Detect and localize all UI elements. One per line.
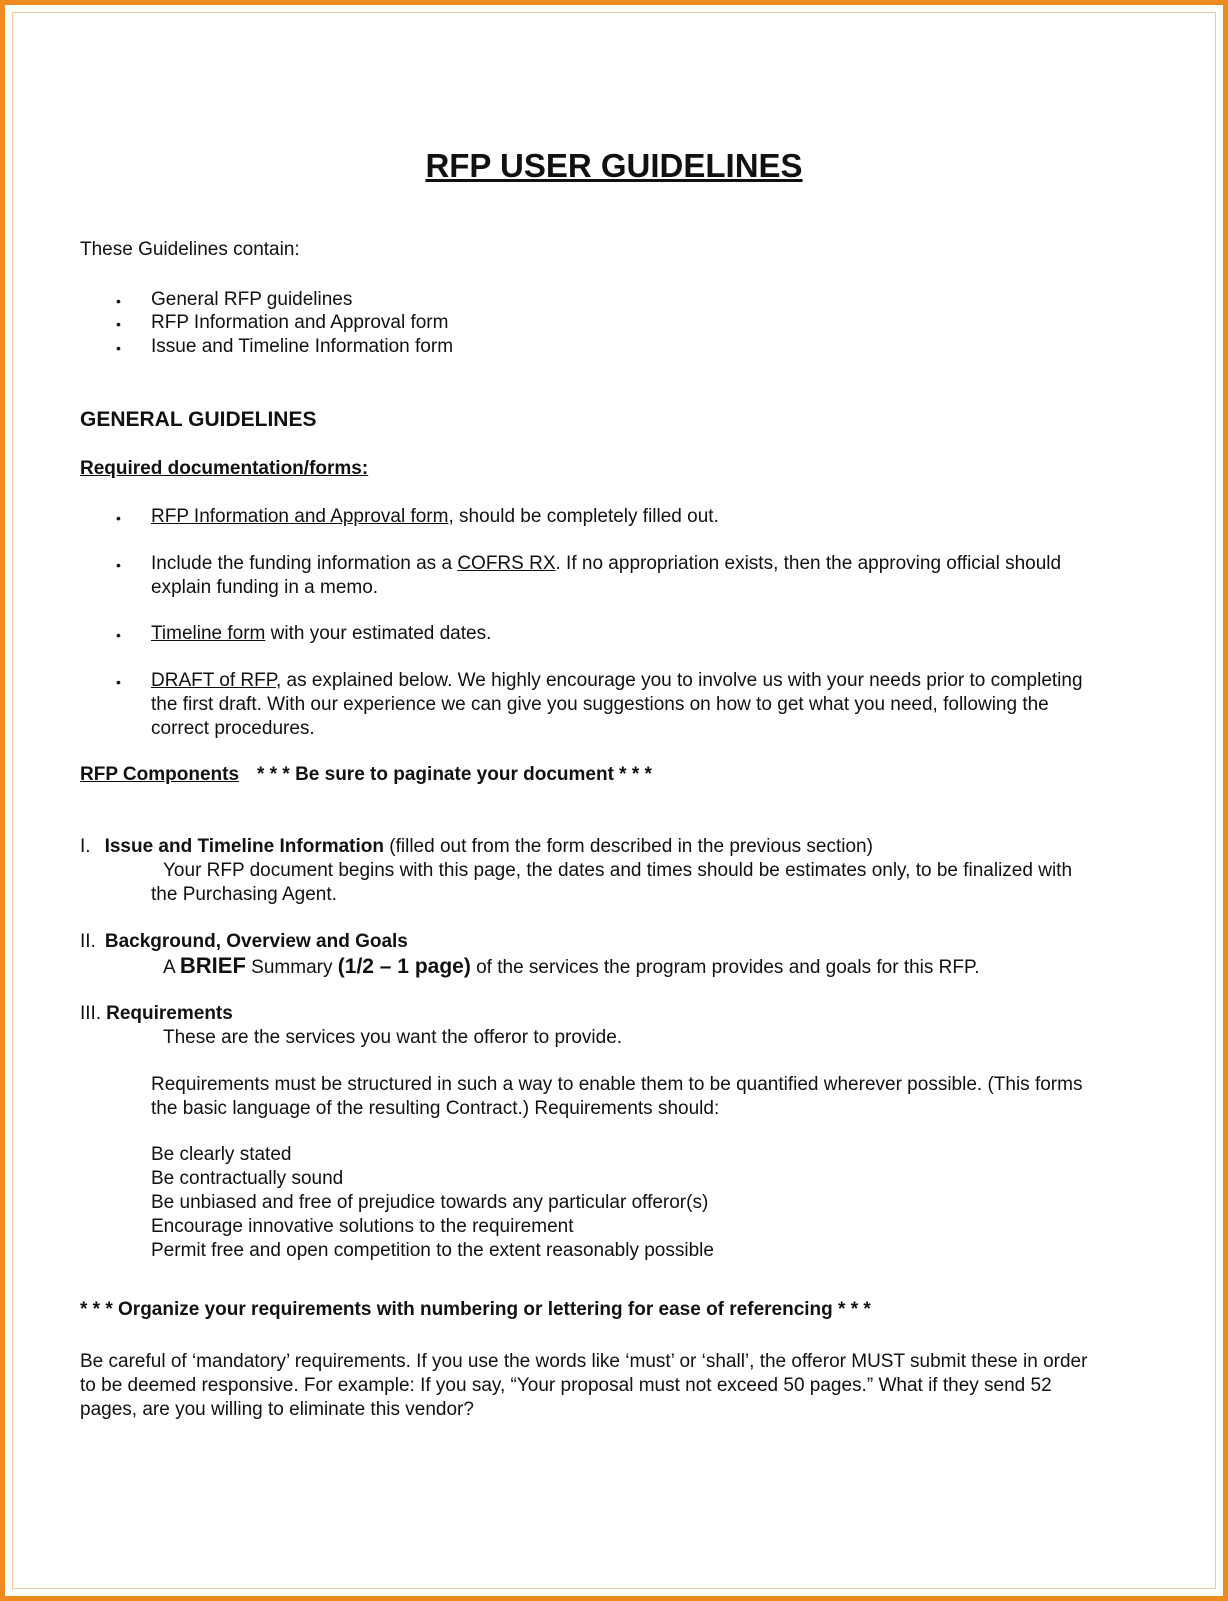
- section-number: III.: [80, 1003, 102, 1024]
- page-title: RFP USER GUIDELINES: [425, 147, 803, 184]
- intro-text: These Guidelines contain:: [80, 239, 300, 260]
- draft-rfp-link[interactable]: DRAFT of RFP: [151, 670, 276, 691]
- cofrs-rx-link[interactable]: COFRS RX: [457, 553, 556, 574]
- careful-line1: Be careful of ‘mandatory’ requirements. If you use the words like ‘must’ or ‘shall’, the offeror MUST submit these in order: [80, 1351, 1088, 1372]
- components-row: [80, 763, 652, 787]
- req4-line2: the first draft. With our experience we can give you suggestions on how to get what you need, following the: [151, 694, 1049, 715]
- text: of the services the program provides and goals for this RFP.: [470, 957, 980, 978]
- req2-line1: [151, 552, 1061, 576]
- general-guidelines-heading: GENERAL GUIDELINES: [80, 408, 317, 431]
- section-3-line1: These are the services you want the offeror to provide.: [163, 1027, 623, 1048]
- text: A: [163, 957, 180, 978]
- section-1-note: (filled out from the form described in the previous section): [384, 836, 873, 857]
- section-1-heading: [80, 835, 873, 859]
- requirement-item: Encourage innovative solutions to the requirement: [151, 1216, 574, 1237]
- section-3-para1: Requirements must be structured in such a way to enable them to be quantified wherever possible. (This forms: [151, 1074, 1083, 1095]
- requirement-item: Permit free and open competition to the extent reasonably possible: [151, 1240, 714, 1261]
- section-title: Issue and Timeline Information: [104, 836, 384, 857]
- section-2-body: [163, 954, 980, 980]
- organize-note: * * * Organize your requirements with numbering or lettering for ease of referencing * * *: [80, 1299, 871, 1320]
- req4-line1: [151, 669, 1083, 693]
- bullet-icon: •: [116, 510, 121, 526]
- section-title: Background, Overview and Goals: [104, 931, 408, 952]
- brief-emphasis: BRIEF: [179, 953, 246, 978]
- requirement-item: Be clearly stated: [151, 1144, 292, 1165]
- section-2-heading: [80, 930, 408, 954]
- req4-line3: correct procedures.: [151, 718, 315, 739]
- contents-item: General RFP guidelines: [151, 289, 353, 310]
- requirement-item: Be contractually sound: [151, 1168, 344, 1189]
- rfp-approval-form-link[interactable]: RFP Information and Approval form: [151, 506, 449, 527]
- bullet-icon: •: [116, 627, 121, 643]
- careful-line3: pages, are you willing to eliminate this vendor?: [80, 1399, 474, 1420]
- req2-line2: explain funding in a memo.: [151, 577, 379, 598]
- section-number: II.: [80, 931, 96, 952]
- bullet-icon: •: [116, 316, 121, 332]
- req3-line: [151, 622, 491, 646]
- req2-text-post: . If no appropriation exists, then the approving official should: [555, 553, 1062, 574]
- bullet-icon: •: [116, 293, 121, 309]
- section-3-para2: the basic language of the resulting Contract.) Requirements should:: [151, 1098, 720, 1119]
- contents-item: Issue and Timeline Information form: [151, 336, 454, 357]
- req3-text: with your estimated dates.: [265, 623, 492, 644]
- contents-item: RFP Information and Approval form: [151, 312, 449, 333]
- timeline-form-link[interactable]: Timeline form: [151, 623, 266, 644]
- section-3-heading: [80, 1002, 233, 1026]
- req4-text: , as explained below. We highly encourage you to involve us with your needs prior to completing: [275, 670, 1083, 691]
- section-number: I.: [80, 836, 91, 857]
- required-docs-heading: Required documentation/forms:: [80, 458, 369, 479]
- req1-line: [151, 505, 719, 529]
- req2-text: Include the funding information as a: [151, 553, 458, 574]
- careful-line2: to be deemed responsive. For example: If you say, “Your proposal must not exceed 50 pages.” What if they send 52: [80, 1375, 1052, 1396]
- requirement-item: Be unbiased and free of prejudice towards any particular offeror(s): [151, 1192, 709, 1213]
- section-1-line3: the Purchasing Agent.: [151, 884, 337, 905]
- bullet-icon: •: [116, 674, 121, 690]
- page-length-emphasis: (1/2 – 1 page): [337, 955, 471, 978]
- text: Summary: [245, 957, 338, 978]
- bullet-icon: •: [116, 340, 121, 356]
- section-title: Requirements: [106, 1003, 233, 1024]
- section-1-line2: Your RFP document begins with this page, the dates and times should be estimates only, to be finalized with: [163, 860, 1073, 881]
- paginate-note: * * * Be sure to paginate your document * * *: [257, 764, 652, 785]
- bullet-icon: •: [116, 557, 121, 573]
- req1-text: , should be completely filled out.: [448, 506, 719, 527]
- rfp-components-heading: RFP Components: [80, 764, 240, 785]
